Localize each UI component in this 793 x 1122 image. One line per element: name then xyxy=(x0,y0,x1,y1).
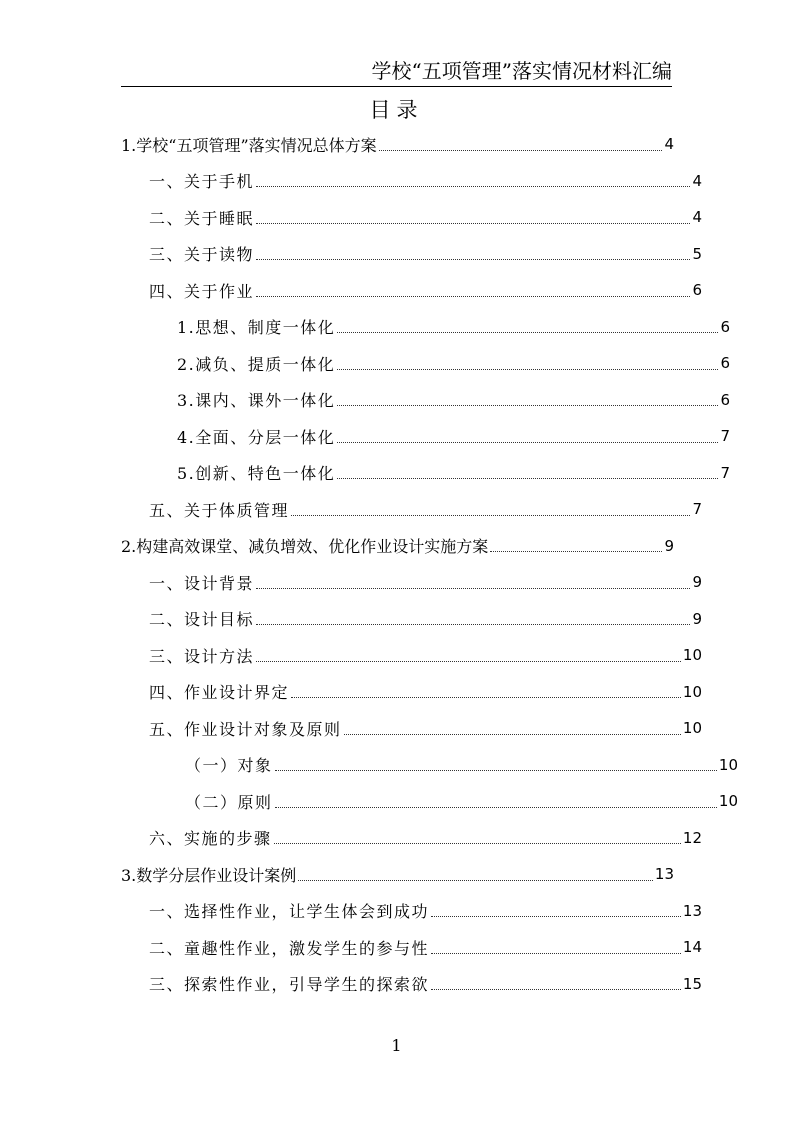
toc-entry-page: 4 xyxy=(692,171,702,190)
toc-entry[interactable] xyxy=(121,713,702,743)
toc-entry[interactable] xyxy=(121,859,674,889)
toc-entry-page: 10 xyxy=(682,682,702,701)
toc-entry[interactable] xyxy=(121,786,738,816)
toc-dot-leader xyxy=(256,624,690,625)
toc-entry-page: 7 xyxy=(720,463,730,482)
toc-dot-leader xyxy=(256,186,690,187)
toc-entry[interactable] xyxy=(121,896,702,926)
toc-entry-label: 二、关于睡眠 xyxy=(149,208,255,228)
toc-entry-page: 10 xyxy=(718,755,738,774)
toc-dot-leader xyxy=(256,259,690,260)
toc-entry[interactable] xyxy=(121,275,702,305)
toc-entry-page: 5 xyxy=(692,244,702,263)
toc-entry-label: 一、关于手机 xyxy=(149,172,255,191)
toc-dot-leader xyxy=(337,442,718,443)
toc-entry-page: 4 xyxy=(692,208,702,226)
toc-entry-page: 15 xyxy=(682,974,702,993)
toc-entry[interactable] xyxy=(121,640,702,670)
toc-entry[interactable] xyxy=(121,202,702,232)
toc-dot-leader xyxy=(337,478,718,479)
toc-entry-page: 9 xyxy=(692,573,702,591)
toc-entry[interactable] xyxy=(121,312,730,342)
toc-dot-leader xyxy=(256,661,681,662)
toc-entry[interactable] xyxy=(121,348,730,378)
toc-entry-page: 7 xyxy=(720,427,730,445)
toc-entry[interactable] xyxy=(121,969,702,999)
toc-entry-label: 一、设计背景 xyxy=(149,573,255,593)
toc-entry[interactable] xyxy=(121,239,702,269)
toc-dot-leader xyxy=(275,807,717,808)
toc-entry-label: 四、关于作业 xyxy=(149,281,255,301)
toc-entry-label: 二、设计目标 xyxy=(149,610,255,629)
toc-entry[interactable] xyxy=(121,567,702,597)
toc-dot-leader xyxy=(275,770,717,771)
toc-entry-label: 1.学校“五项管理”落实情况总体方案 xyxy=(121,135,377,155)
toc-entry[interactable] xyxy=(121,494,702,524)
toc-entry-label: （一）对象 xyxy=(185,756,273,775)
toc-entry-page: 6 xyxy=(720,354,730,372)
toc-entry-page: 14 xyxy=(682,938,702,956)
toc-entry-label: 3.课内、课外一体化 xyxy=(177,391,336,410)
toc-dot-leader xyxy=(298,880,653,881)
toc-dot-leader xyxy=(344,734,681,735)
toc-entry-label: （二）原则 xyxy=(185,792,273,812)
toc-dot-leader xyxy=(431,953,681,954)
toc-dot-leader xyxy=(490,551,662,552)
toc-entry[interactable] xyxy=(121,385,730,415)
page-number: 1 xyxy=(391,1036,402,1055)
toc-entry-label: 二、童趣性作业，激发学生的参与性 xyxy=(149,938,430,958)
toc-dot-leader xyxy=(379,150,663,151)
header-divider xyxy=(121,86,672,87)
toc-dot-leader xyxy=(291,697,681,698)
toc-entry-page: 12 xyxy=(682,828,702,847)
toc-entry-label: 1.思想、制度一体化 xyxy=(177,318,336,337)
toc-entry-label: 三、关于读物 xyxy=(149,245,255,264)
toc-dot-leader xyxy=(337,332,718,333)
toc-entry-label: 五、作业设计对象及原则 xyxy=(149,719,342,739)
toc-entry[interactable] xyxy=(121,677,702,707)
toc-entry-label: 一、选择性作业，让学生体会到成功 xyxy=(149,902,430,921)
toc-entry-label: 4.全面、分层一体化 xyxy=(177,427,336,447)
toc-entry-label: 四、作业设计界定 xyxy=(149,683,290,702)
toc-entry[interactable] xyxy=(121,531,674,561)
toc-entry-label: 3.数学分层作业设计案例 xyxy=(121,865,297,885)
toc-dot-leader xyxy=(431,989,681,990)
toc-entry-label: 六、实施的步骤 xyxy=(149,829,272,848)
toc-entry[interactable] xyxy=(121,166,702,196)
toc-entry-label: 五、关于体质管理 xyxy=(149,500,290,520)
toc-dot-leader xyxy=(256,223,690,224)
toc-entry-page: 9 xyxy=(664,536,674,555)
toc-entry-label: 三、设计方法 xyxy=(149,646,255,666)
document-header-title: 学校“五项管理”落实情况材料汇编 xyxy=(371,59,672,83)
toc-dot-leader xyxy=(274,843,681,844)
toc-entry-page: 4 xyxy=(664,135,674,153)
toc-entry[interactable] xyxy=(121,823,702,853)
toc-entry-page: 7 xyxy=(692,500,702,518)
toc-entry-page: 10 xyxy=(682,719,702,737)
toc-entry-page: 6 xyxy=(692,281,702,299)
toc-entry-page: 13 xyxy=(682,901,702,920)
toc-entry[interactable] xyxy=(121,129,674,159)
toc-entry-label: 2.构建高效课堂、减负增效、优化作业设计实施方案 xyxy=(121,537,489,556)
toc-entry-page: 10 xyxy=(682,646,702,664)
toc-entry-label: 三、探索性作业，引导学生的探索欲 xyxy=(149,975,430,994)
toc-dot-leader xyxy=(256,588,690,589)
toc-title: 目录 xyxy=(369,98,424,122)
toc-entry[interactable] xyxy=(121,750,738,780)
toc-entry[interactable] xyxy=(121,932,702,962)
toc-entry-page: 9 xyxy=(692,609,702,628)
toc-entry-page: 10 xyxy=(718,792,738,810)
toc-dot-leader xyxy=(291,515,690,516)
toc-entry[interactable] xyxy=(121,604,702,634)
toc-entry[interactable] xyxy=(121,421,730,451)
toc-entry-page: 13 xyxy=(654,865,674,883)
toc-entry-label: 5.创新、特色一体化 xyxy=(177,464,336,483)
toc-dot-leader xyxy=(431,916,681,917)
toc-entry-page: 6 xyxy=(720,317,730,336)
toc-entry-label: 2.减负、提质一体化 xyxy=(177,354,336,374)
toc-entry-page: 6 xyxy=(720,390,730,409)
toc-dot-leader xyxy=(256,296,690,297)
toc-entry[interactable] xyxy=(121,458,730,488)
toc-dot-leader xyxy=(337,369,718,370)
toc-dot-leader xyxy=(337,405,718,406)
